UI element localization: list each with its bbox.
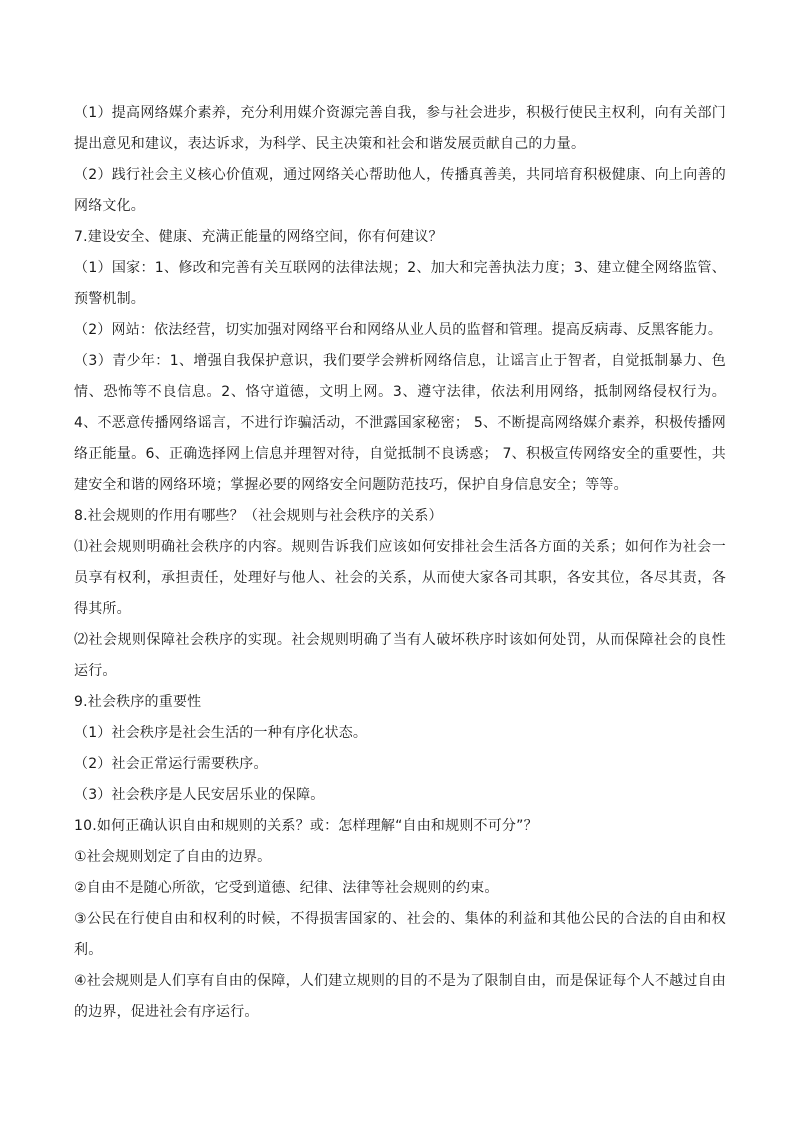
question-9-heading: 9.社会秩序的重要性 (74, 694, 202, 710)
paragraph-rules-define-order: ⑴社会规则明确社会秩序的内容。规则告诉我们应该如何安排社会生活各方面的关系；如何作为社会一员享有权利，承担责任，处理好与他人、社会的关系，从而使大家各司其职，各安其位，各尽其责，各得其所。 (74, 539, 726, 617)
question-8-heading: 8.社会规则的作用有哪些？（社会规则与社会秩序的关系） (74, 508, 443, 524)
document-body (74, 98, 726, 1028)
paragraph-network-literacy: （1）提高网络媒介素养，充分利用媒介资源完善自我，参与社会进步，积极行使民主权利，向有关部门提出意见和建议，表达诉求，为科学、民主决策和社会和谐发展贡献自己的力量。 (74, 105, 726, 152)
paragraph-order-state: （1）社会秩序是社会生活的一种有序化状态。 (74, 725, 368, 741)
paragraph-rules-protect-freedom: ④社会规则是人们享有自由的保障，人们建立规则的目的不是为了限制自由，而是保证每个人不越过自由的边界，促进社会有序运行。 (74, 973, 726, 1020)
paragraph-core-values: （2）践行社会主义核心价值观，通过网络关心帮助他人，传播真善美，共同培育积极健康、向上向善的网络文化。 (74, 167, 726, 214)
paragraph-freedom-boundary: ①社会规则划定了自由的边界。 (74, 849, 272, 865)
paragraph-youth-suggestion: （3）青少年：1、增强自我保护意识，我们要学会辨析网络信息，让谣言止于智者，自觉抵制暴力、色情、恐怖等不良信息。2、恪守道德，文明上网。3、遵守法律，依法利用网络，抵制网络侵权行为。4、不恶意传播网络谣言，不进行诈骗活动，不泄露国家秘密； 5、不断提高网络媒介素养，积极传播网络正能量。6、正确选择网上信息并理智对待，自觉抵制不良诱惑； 7、积极宣传网络安全的重要性，共建安全和谐的网络环境；掌握必要的网络安全问题防范技巧，保护自身信息安全；等等。 (74, 353, 726, 493)
paragraph-order-guarantee: （3）社会秩序是人民安居乐业的保障。 (74, 787, 325, 803)
question-7-heading: 7.建设安全、健康、充满正能量的网络空间，你有何建议？ (74, 229, 443, 245)
paragraph-order-needed: （2）社会正常运行需要秩序。 (74, 756, 268, 772)
paragraph-website-suggestion: （2）网站：依法经营，切实加强对网络平台和网络从业人员的监督和管理。提高反病毒、反黑客能力。 (74, 322, 723, 338)
paragraph-citizen-rights: ③公民在行使自由和权利的时候，不得损害国家的、社会的、集体的利益和其他公民的合法的自由和权利。 (74, 911, 726, 958)
paragraph-state-suggestion: （1）国家：1、修改和完善有关互联网的法律法规；2、加大和完善执法力度；3、建立健全网络监管、预警机制。 (74, 260, 726, 307)
paragraph-rules-guarantee-order: ⑵社会规则保障社会秩序的实现。社会规则明确了当有人破坏秩序时该如何处罚，从而保障社会的良性运行。 (74, 632, 726, 679)
paragraph-freedom-constraint: ②自由不是随心所欲，它受到道德、纪律、法律等社会规则的约束。 (74, 880, 499, 896)
question-10-heading: 10.如何正确认识自由和规则的关系？或：怎样理解“自由和规则不可分”？ (74, 818, 538, 834)
